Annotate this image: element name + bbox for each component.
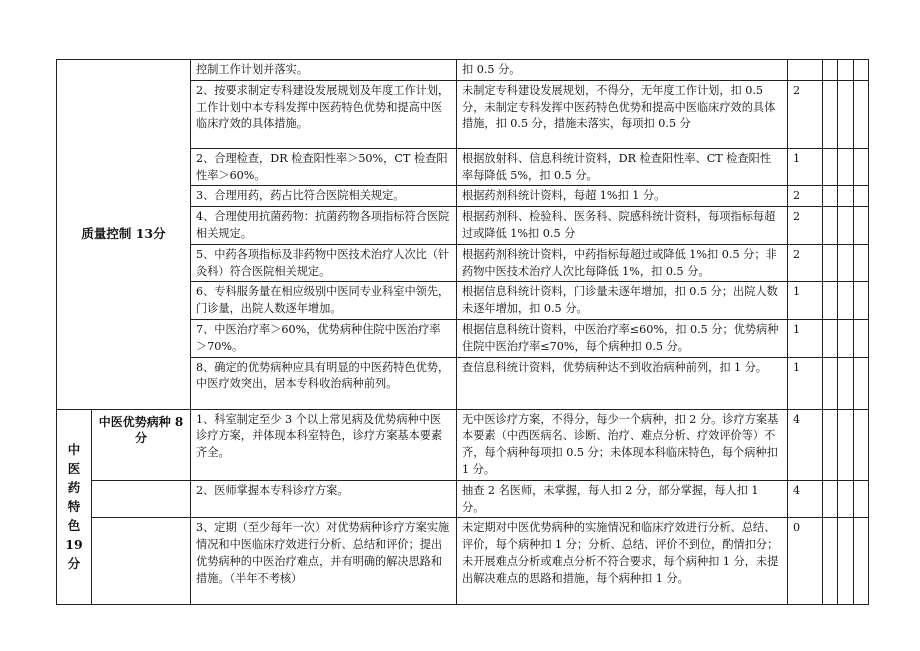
section-char: 分	[67, 556, 81, 572]
blank-cell	[854, 282, 869, 320]
criteria-cell: 根据药剂科统计资料，中药指标每超过或降低 1%扣 0.5 分；非药物中医技术治疗人次比每降低 1%，扣 0.5 分。	[457, 244, 788, 282]
standard-cell: 4、合理使用抗菌药物：抗菌药物各项指标符合医院相关规定。	[191, 207, 457, 245]
blank-cell	[838, 186, 854, 207]
standard-cell: 2、医师掌握本专科诊疗方案。	[191, 480, 457, 518]
standard-cell: 控制工作计划并落实。	[191, 60, 457, 81]
criteria-cell: 抽查 2 名医师，未掌握，每人扣 2 分，部分掌握，每人扣 1 分。	[457, 480, 788, 518]
assessment-table	[56, 59, 869, 605]
blank-cell	[854, 207, 869, 245]
criteria-cell: 查信息科统计资料，优势病种达不到收治病种前列，扣 1 分。	[457, 357, 788, 409]
blank-cell	[838, 282, 854, 320]
blank-cell	[838, 480, 854, 518]
table-row	[57, 409, 869, 480]
section-char: 特	[67, 499, 81, 515]
score-cell: 0	[788, 518, 823, 605]
blank-cell	[854, 60, 869, 81]
score-cell: 1	[788, 357, 823, 409]
blank-cell	[838, 518, 854, 605]
blank-cell	[854, 518, 869, 605]
blank-cell	[838, 357, 854, 409]
blank-cell	[823, 518, 838, 605]
blank-cell	[823, 319, 838, 357]
criteria-cell: 根据信息科统计资料，门诊量未逐年增加，扣 0.5 分；出院人数未逐年增加，扣 0.5 分。	[457, 282, 788, 320]
section-char: 色	[67, 518, 81, 534]
section-tcm-features	[57, 409, 92, 605]
blank-cell	[838, 409, 854, 480]
score-cell: 1	[788, 282, 823, 320]
blank-cell	[838, 319, 854, 357]
standard-cell: 8、确定的优势病种应具有明显的中医药特色优势，中医疗效突出，居本专科收治病种前列。	[191, 357, 457, 409]
blank-cell	[838, 244, 854, 282]
section-char: 药	[67, 480, 81, 496]
score-cell: 2	[788, 186, 823, 207]
section-dominant-disease: 中医优势病种 8分	[92, 409, 191, 480]
criteria-cell: 根据放射科、信息科统计资料，DR 检查阳性率、CT 检查阳性率每降低 5%，扣 0.5 分。	[457, 148, 788, 186]
criteria-cell: 无中医诊疗方案，不得分，每少一个病种，扣 2 分。诊疗方案基本要素（中西医病名、诊断、治疗、难点分析、疗效评价等）不齐，每个病种每项扣 0.5 分；未体现本科临床特色，每个病种扣 1 分。	[457, 409, 788, 480]
blank-cell	[823, 80, 838, 148]
criteria-cell: 根据信息科统计资料，中医治疗率≤60%，扣 0.5 分；优势病种住院中医治疗率≤70%，每个病种扣 0.5 分。	[457, 319, 788, 357]
standard-cell: 3、合理用药，药占比符合医院相关规定。	[191, 186, 457, 207]
standard-cell: 2、合理检查，DR 检查阳性率＞50%，CT 检查阳性率＞60%。	[191, 148, 457, 186]
blank-cell	[92, 480, 191, 518]
blank-cell	[854, 480, 869, 518]
standard-cell: 5、中药各项指标及非药物中医技术治疗人次比（针灸科）符合医院相关规定。	[191, 244, 457, 282]
blank-cell	[823, 244, 838, 282]
blank-cell	[823, 282, 838, 320]
standard-cell: 1、科室制定至少 3 个以上常见病及优势病种中医诊疗方案，并体现本科室特色，诊疗方案基本要素齐全。	[191, 409, 457, 480]
blank-cell	[823, 186, 838, 207]
blank-cell	[838, 60, 854, 81]
blank-cell	[92, 518, 191, 605]
blank-cell	[823, 480, 838, 518]
blank-cell	[823, 357, 838, 409]
blank-cell	[854, 244, 869, 282]
section-quality-control: 质量控制 13分	[57, 60, 191, 410]
table-row	[57, 480, 869, 518]
score-cell	[788, 60, 823, 81]
score-cell: 1	[788, 148, 823, 186]
blank-cell	[838, 80, 854, 148]
blank-cell	[823, 148, 838, 186]
section-char: 中	[67, 442, 81, 458]
blank-cell	[823, 409, 838, 480]
criteria-cell: 未定期对中医优势病种的实施情况和临床疗效进行分析、总结、评价，每个病种扣 1 分；分析、总结、评价不到位，酌情扣分；未开展难点分析或难点分析不符合要求，每个病种扣 1 分，未提出解决难点的思路和措施，每个病种扣 1 分。	[457, 518, 788, 605]
table-row	[57, 518, 869, 605]
score-cell: 4	[788, 480, 823, 518]
criteria-cell: 扣 0.5 分。	[457, 60, 788, 81]
blank-cell	[854, 80, 869, 148]
blank-cell	[823, 207, 838, 245]
blank-cell	[854, 319, 869, 357]
score-cell: 2	[788, 207, 823, 245]
blank-cell	[854, 357, 869, 409]
score-cell: 2	[788, 80, 823, 148]
blank-cell	[823, 60, 838, 81]
score-cell: 4	[788, 409, 823, 480]
blank-cell	[854, 148, 869, 186]
criteria-cell: 未制定专科建设发展规划，不得分，无年度工作计划，扣 0.5 分，未制定专科发挥中医药特色优势和提高中医临床疗效的具体措施，扣 0.5 分，措施未落实，每项扣 0.5 分	[457, 80, 788, 148]
blank-cell	[838, 148, 854, 186]
section-char: 医	[67, 461, 81, 477]
blank-cell	[838, 207, 854, 245]
standard-cell: 7、中医治疗率＞60%，优势病种住院中医治疗率＞70%。	[191, 319, 457, 357]
table-row	[57, 60, 869, 81]
standard-cell: 3、定期（至少每年一次）对优势病种诊疗方案实施情况和中医临床疗效进行分析、总结和评价；提出优势病种的中医治疗难点，并有明确的解决思路和措施。（半年不考核）	[191, 518, 457, 605]
criteria-cell: 根据药剂科、检验科、医务科、院感科统计资料，每项指标每超过或降低 1%扣 0.5 分	[457, 207, 788, 245]
standard-cell: 2、按要求制定专科建设发展规划及年度工作计划，工作计划中本专科发挥中医药特色优势和提高中医临床疗效的具体措施。	[191, 80, 457, 148]
section-char: 19	[65, 537, 83, 553]
standard-cell: 6、专科服务量在相应级别中医同专业科室中领先，门诊量，出院人数逐年增加。	[191, 282, 457, 320]
blank-cell	[854, 186, 869, 207]
blank-cell	[854, 409, 869, 480]
criteria-cell: 根据药剂科统计资料，每超 1%扣 1 分。	[457, 186, 788, 207]
score-cell: 1	[788, 319, 823, 357]
score-cell: 2	[788, 244, 823, 282]
